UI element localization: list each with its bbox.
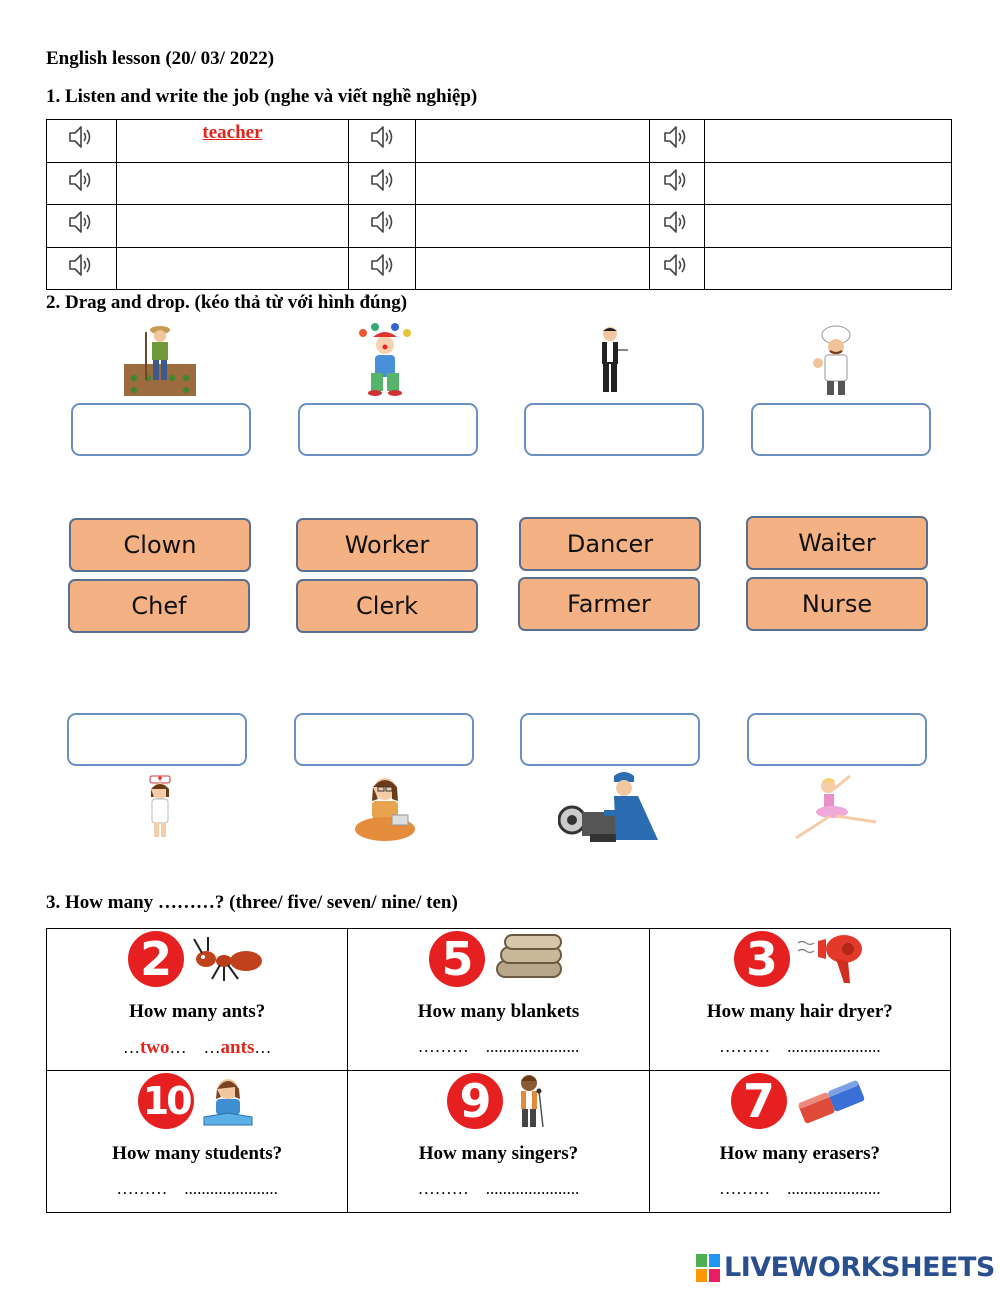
dancer-image bbox=[792, 772, 884, 844]
answer-line[interactable]: ……… ...................... bbox=[116, 1179, 278, 1198]
count-cell bbox=[649, 929, 950, 1071]
tile-clown[interactable]: Clown bbox=[69, 518, 251, 572]
answer-cell[interactable] bbox=[705, 162, 952, 205]
clerk-image bbox=[352, 773, 418, 843]
logo-text: LIVEWORKSHEETS bbox=[724, 1252, 995, 1283]
speaker-icon[interactable] bbox=[67, 123, 95, 151]
nurse-image bbox=[140, 773, 180, 841]
waiter-image bbox=[590, 325, 630, 397]
speaker-cell bbox=[47, 120, 117, 163]
answer-cell[interactable] bbox=[705, 247, 952, 290]
example-answer-line: …two… …ants… bbox=[122, 1037, 272, 1058]
worker-image bbox=[558, 770, 664, 844]
question-text: How many erasers? bbox=[719, 1143, 881, 1164]
answer-cell[interactable] bbox=[416, 205, 650, 248]
tile-farmer[interactable]: Farmer bbox=[518, 577, 700, 631]
answer-cell[interactable] bbox=[117, 247, 349, 290]
speaker-icon[interactable] bbox=[67, 251, 95, 279]
question-text: How many students? bbox=[112, 1143, 283, 1164]
liveworksheets-logo[interactable] bbox=[696, 1252, 995, 1283]
logo-mark-icon bbox=[696, 1254, 720, 1282]
speaker-icon[interactable] bbox=[369, 166, 397, 194]
question-text: How many hair dryer? bbox=[706, 1001, 893, 1022]
count-cell bbox=[649, 1071, 950, 1213]
tile-clerk[interactable]: Clerk bbox=[296, 579, 478, 633]
number-circle: 10 bbox=[138, 1073, 194, 1129]
listen-table bbox=[46, 119, 952, 290]
tile-chef[interactable]: Chef bbox=[68, 579, 250, 633]
section3-heading: 3. How many ………? (three/ five/ seven/ nine/ ten) bbox=[46, 892, 458, 913]
chef-image bbox=[810, 325, 862, 397]
ant-icon bbox=[190, 931, 266, 987]
count-table bbox=[46, 928, 951, 1213]
speaker-icon[interactable] bbox=[67, 166, 95, 194]
answer-cell[interactable] bbox=[416, 120, 650, 163]
answer-line[interactable]: ……… ...................... bbox=[417, 1037, 580, 1056]
answer-cell[interactable] bbox=[416, 247, 650, 290]
singer-icon bbox=[509, 1073, 549, 1129]
speaker-icon[interactable] bbox=[369, 251, 397, 279]
farmer-image bbox=[122, 322, 198, 398]
speaker-icon[interactable] bbox=[662, 251, 690, 279]
example-noun-answer: ants bbox=[220, 1037, 255, 1058]
count-cell bbox=[348, 929, 649, 1071]
drop-box-clerk[interactable] bbox=[294, 713, 474, 766]
speaker-cell bbox=[349, 120, 416, 163]
drop-box-worker[interactable] bbox=[520, 713, 700, 766]
speaker-cell bbox=[650, 120, 705, 163]
number-circle: 5 bbox=[429, 931, 485, 987]
number-circle: 3 bbox=[734, 931, 790, 987]
answer-line[interactable]: ……… ...................... bbox=[417, 1179, 580, 1198]
section2-heading: 2. Drag and drop. (kéo thả từ với hình đúng) bbox=[46, 292, 408, 313]
answer-cell[interactable] bbox=[705, 205, 952, 248]
drop-box-nurse[interactable] bbox=[67, 713, 247, 766]
drop-box-clown[interactable] bbox=[298, 403, 478, 456]
speaker-icon[interactable] bbox=[369, 208, 397, 236]
count-cell bbox=[47, 1071, 348, 1213]
drop-box-waiter[interactable] bbox=[524, 403, 704, 456]
number-circle: 7 bbox=[731, 1073, 787, 1129]
page-title: English lesson (20/ 03/ 2022) bbox=[46, 48, 275, 69]
hair-dryer-icon bbox=[796, 931, 866, 987]
question-text: How many ants? bbox=[129, 1001, 266, 1022]
example-number-answer: two bbox=[139, 1037, 170, 1058]
tile-dancer[interactable]: Dancer bbox=[519, 517, 701, 571]
clown-image bbox=[355, 323, 415, 398]
answer-cell[interactable] bbox=[705, 120, 952, 163]
student-icon bbox=[200, 1073, 256, 1129]
speaker-icon[interactable] bbox=[67, 208, 95, 236]
answer-cell[interactable] bbox=[117, 205, 349, 248]
number-circle: 9 bbox=[447, 1073, 503, 1129]
answer-line[interactable]: ……… ...................... bbox=[719, 1179, 881, 1198]
question-text: How many singers? bbox=[418, 1143, 579, 1164]
drop-box-chef[interactable] bbox=[751, 403, 931, 456]
speaker-icon[interactable] bbox=[662, 208, 690, 236]
speaker-icon[interactable] bbox=[662, 123, 690, 151]
tile-nurse[interactable]: Nurse bbox=[746, 577, 928, 631]
blanket-icon bbox=[491, 931, 567, 987]
eraser-icon bbox=[793, 1073, 869, 1129]
answer-cell[interactable] bbox=[416, 162, 650, 205]
answer-cell[interactable] bbox=[117, 120, 349, 163]
count-cell bbox=[47, 929, 348, 1071]
drop-box-dancer[interactable] bbox=[747, 713, 927, 766]
number-circle: 2 bbox=[128, 931, 184, 987]
question-text: How many blankets bbox=[417, 1001, 580, 1022]
answer-text: teacher bbox=[202, 122, 263, 143]
speaker-icon[interactable] bbox=[369, 123, 397, 151]
section1-heading: 1. Listen and write the job (nghe và viết nghề nghiệp) bbox=[46, 86, 478, 107]
answer-cell[interactable] bbox=[117, 162, 349, 205]
tile-worker[interactable]: Worker bbox=[296, 518, 478, 572]
answer-line[interactable]: ……… ...................... bbox=[719, 1037, 881, 1056]
count-cell bbox=[348, 1071, 649, 1213]
tile-waiter[interactable]: Waiter bbox=[746, 516, 928, 570]
drop-box-farmer[interactable] bbox=[71, 403, 251, 456]
speaker-icon[interactable] bbox=[662, 166, 690, 194]
